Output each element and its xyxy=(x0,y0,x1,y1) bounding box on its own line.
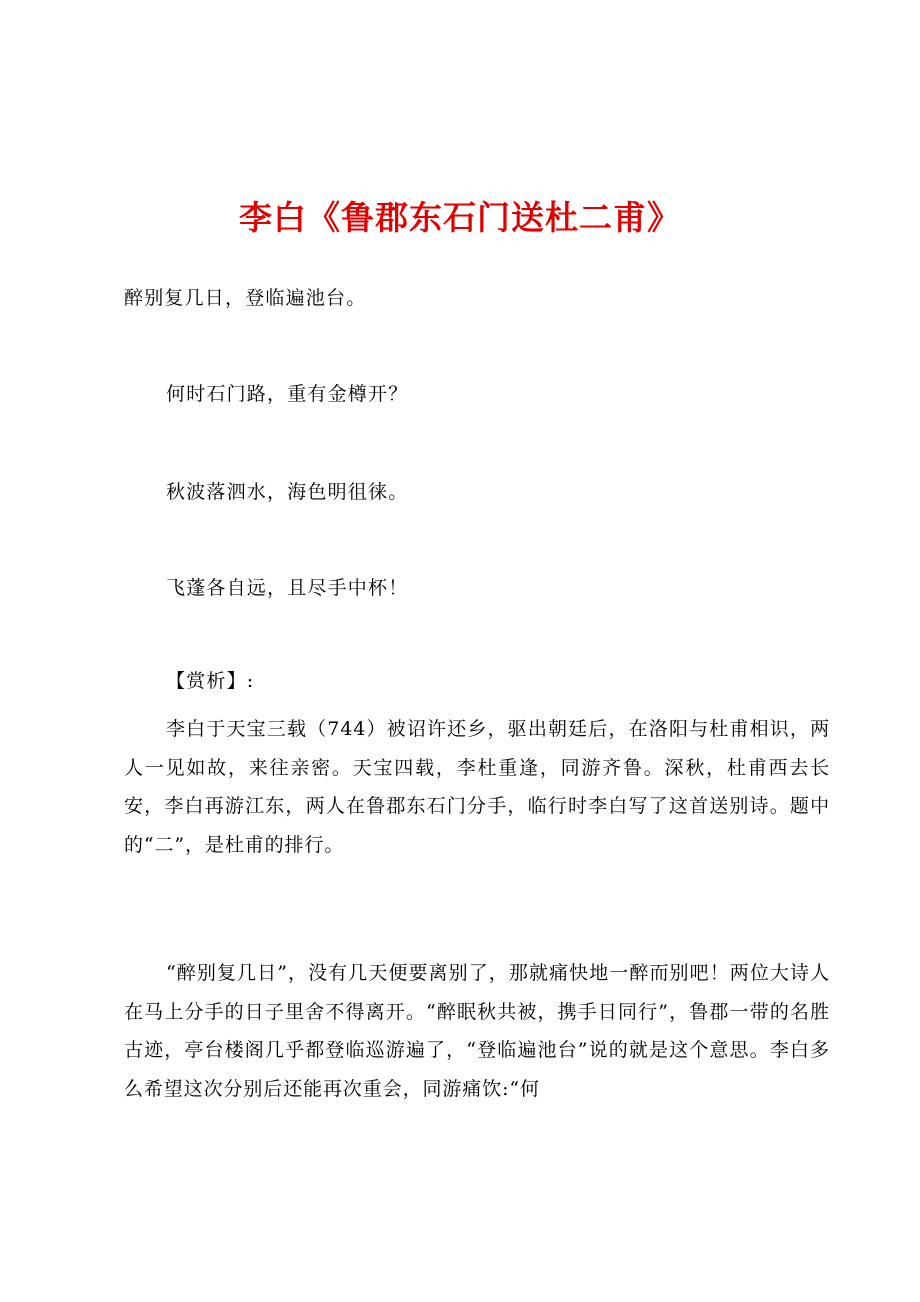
poem-line: 秋波落泗水，海色明徂徕。 xyxy=(166,481,409,503)
poem-line: 醉别复几日，登临遍池台。 xyxy=(124,287,367,309)
section-heading: 【赏析】: xyxy=(166,670,255,692)
poem-line: 何时石门路，重有金樽开？ xyxy=(166,383,409,405)
paragraph: “醉别复几日”，没有几天便要离别了，那就痛快地一醉而别吧！两位大诗人在马上分手的日子里舍不得离开。“醉眠秋共被，携手日同行”，鲁郡一带的名胜古迹，亭台楼阁几乎都登临巡游遍了，“登临遍池台”说的就是这个意思。李白多么希望这次分别后还能再次重会，同游痛饮:“何 xyxy=(124,962,830,1100)
poem-line: 飞蓬各自远，且尽手中杯！ xyxy=(166,577,409,599)
paragraph: 李白于天宝三载（744）被诏许还乡，驱出朝廷后，在洛阳与杜甫相识，两人一见如故，来往亲密。天宝四载，李杜重逢，同游齐鲁。深秋，杜甫西去长安，李白再游江东，两人在鲁郡东石门分手，临行时李白写了这首送别诗。题中的“二”，是杜甫的排行。 xyxy=(124,718,830,856)
page-title: 李白《鲁郡东石门送杜二甫》 xyxy=(239,198,681,237)
